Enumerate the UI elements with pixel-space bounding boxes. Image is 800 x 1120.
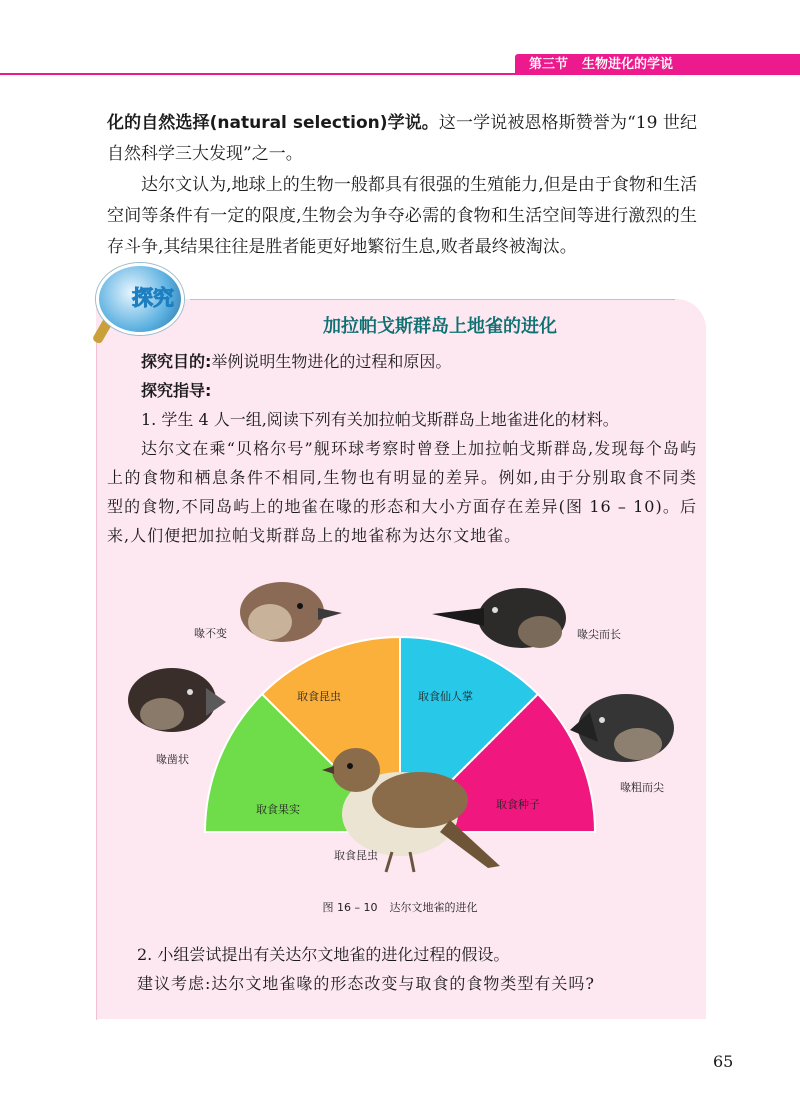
sector-label-seeds: 取食种子 (496, 798, 540, 811)
material-text: 达尔文在乘“贝格尔号”舰环球考察时曾登上加拉帕戈斯群岛,发现每个岛屿上的食物和栖息条件不相同,生物也有明显的差异。例如,由于分别取食不同类型的食物,不同岛屿上的地雀在喙的形态和大小方面存在差异(图 16 – 10)。后来,人们便把加拉帕戈斯群岛上的地雀称为达尔文地雀。 (107, 439, 697, 545)
sector-label-insects: 取食昆虫 (297, 690, 341, 703)
running-header (515, 54, 800, 75)
sector-label-fruit: 取食果实 (256, 803, 300, 816)
finch-head-spoon (128, 668, 226, 732)
intro-text (107, 108, 697, 263)
step-2-block (137, 940, 697, 998)
finch-figure (0, 570, 800, 930)
explore-badge: 探究 (132, 286, 174, 310)
caption-text: 达尔文地雀的进化 (389, 901, 478, 914)
explore-panel-border (190, 299, 675, 300)
explore-title: 加拉帕戈斯群岛上地雀的进化 (323, 316, 557, 337)
explore-body (107, 347, 697, 550)
finch-diagram (0, 570, 800, 900)
figure-caption (0, 899, 800, 915)
section-title: 生物进化的学说 (582, 57, 674, 72)
step-1: 1. 学生 4 人一组,阅读下列有关加拉帕戈斯群岛上地雀进化的材料。 (141, 410, 619, 429)
page-number: 65 (713, 1052, 734, 1071)
suggestion: 建议考虑:达尔文地雀喙的形态改变与取食的食物类型有关吗? (137, 974, 595, 993)
center-finch-label: 取食昆虫 (334, 849, 378, 862)
guide-line (107, 376, 697, 405)
caption-number: 图 16 – 10 (322, 901, 378, 914)
sector-label-cactus: 取食仙人掌 (418, 690, 473, 703)
purpose-line (107, 347, 697, 376)
natural-selection-term: 化的自然选择(natural selection)学说。 (107, 113, 439, 133)
intro-paragraph-2: 达尔文认为,地球上的生物一般都具有很强的生殖能力,但是由于食物和生活空间等条件有一定的限度,生物会为争夺必需的食物和生活空间等进行激烈的生存斗争,其结果往往是胜者能更好地繁衍生息,败者最终被淘汰。 (107, 175, 697, 257)
section-number: 第三节 (529, 57, 569, 72)
finch-head-unchanged (240, 582, 342, 642)
finch-head-pointed-long (432, 588, 566, 648)
guide-label: 探究指导: (141, 381, 212, 400)
beak-label-pointed-long: 喙尖而长 (577, 628, 621, 641)
intro-paragraph-1 (107, 108, 697, 170)
beak-label-spoon: 喙凿状 (156, 753, 189, 766)
beak-label-thick-pointed: 喙粗而尖 (620, 781, 664, 794)
purpose-text: 举例说明生物进化的过程和原因。 (211, 352, 452, 371)
beak-label-unchanged: 喙不变 (194, 627, 227, 640)
intro-p1-rest: 这一学说被恩格斯赞誉为“19 世纪自然科学三大发现”之一。 (107, 113, 698, 164)
purpose-label: 探究目的: (141, 352, 212, 371)
finch-head-thick-pointed (570, 694, 674, 762)
step-2: 2. 小组尝试提出有关达尔文地雀的进化过程的假设。 (137, 945, 510, 964)
